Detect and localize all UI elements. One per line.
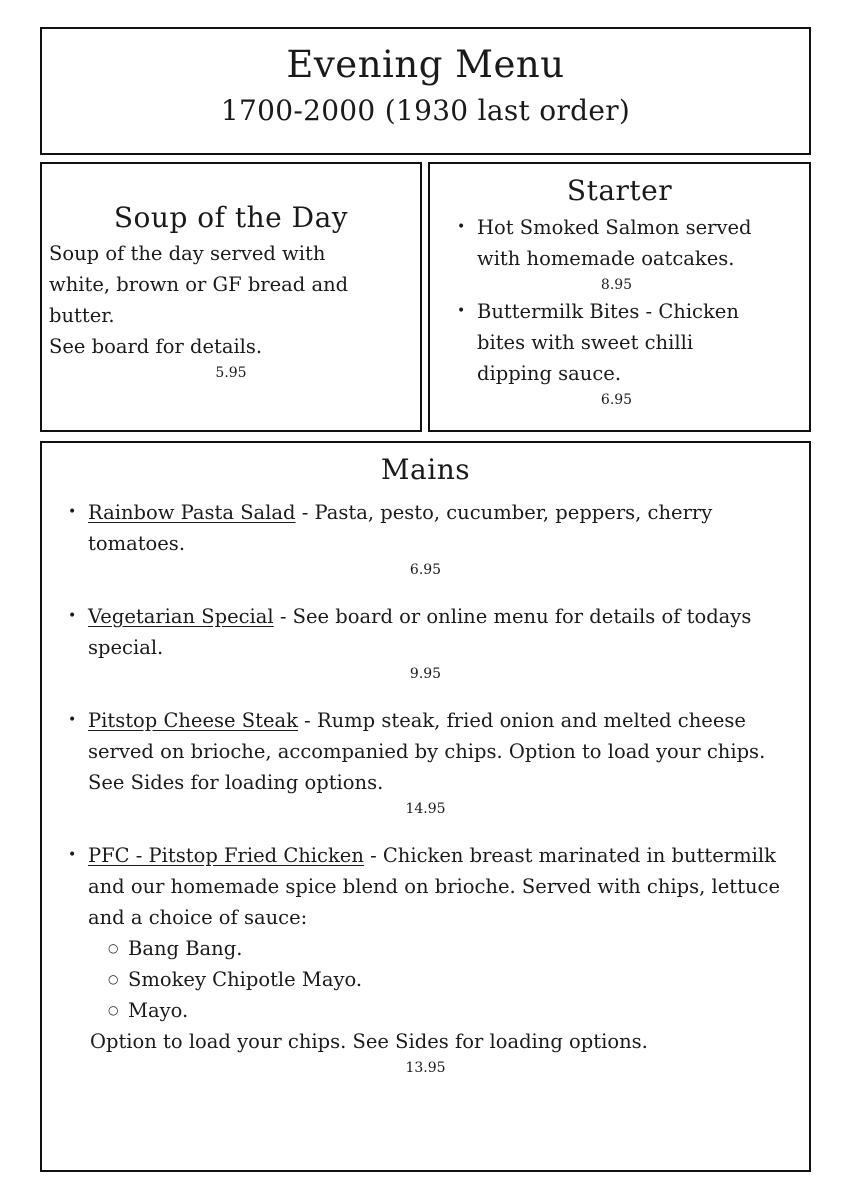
bullet-icon: • bbox=[457, 303, 466, 319]
mains-item-price: 13.95 bbox=[405, 1060, 446, 1076]
sauce-option bbox=[108, 964, 801, 995]
starter-item-price: 6.95 bbox=[600, 392, 633, 408]
mains-item bbox=[68, 705, 801, 840]
starter-item-text: Hot Smoked Salmon served with homemade oatcakes. bbox=[477, 216, 752, 270]
mains-item-description: - Rump steak, fried onion and melted cheese served on brioche, accompanied by chips. Option to load your chips. See Sides for loading options. bbox=[88, 709, 766, 794]
mains-item-description: - Pasta, pesto, cucumber, peppers, cherry tomatoes. bbox=[88, 501, 713, 555]
mains-item-price: 6.95 bbox=[409, 562, 442, 578]
sauce-option-label: Mayo. bbox=[128, 999, 189, 1022]
mains-item-name: Vegetarian Special bbox=[88, 605, 274, 628]
mains-item bbox=[68, 601, 801, 705]
bullet-icon: • bbox=[68, 504, 77, 520]
starter-list bbox=[430, 212, 809, 411]
circle-bullet-icon: ○ bbox=[108, 972, 119, 986]
mains-section bbox=[40, 441, 811, 1172]
bullet-icon: • bbox=[68, 847, 77, 863]
circle-bullet-icon: ○ bbox=[108, 1003, 119, 1017]
menu-header bbox=[40, 27, 811, 155]
starter-item bbox=[457, 296, 803, 411]
mains-item-price: 9.95 bbox=[409, 666, 442, 682]
sauce-option-label: Smokey Chipotle Mayo. bbox=[128, 968, 363, 991]
menu-hours: 1700-2000 (1930 last order) bbox=[220, 94, 631, 127]
soup-description: Soup of the day served with white, brown or GF bread and butter. See board for details. bbox=[49, 242, 349, 358]
mains-item bbox=[68, 840, 801, 1079]
soup-heading: Soup of the Day bbox=[113, 201, 349, 234]
starter-item-text: Buttermilk Bites - Chicken bites with sweet chilli dipping sauce. bbox=[477, 300, 739, 385]
mains-item bbox=[68, 497, 801, 601]
bullet-icon: • bbox=[68, 712, 77, 728]
starter-heading: Starter bbox=[566, 174, 673, 207]
mains-item-name: Pitstop Cheese Steak bbox=[88, 709, 298, 732]
mains-item-description: - See board or online menu for details of todays special. bbox=[88, 605, 752, 659]
menu-title: Evening Menu bbox=[286, 43, 565, 86]
mains-list bbox=[42, 497, 809, 1079]
mains-item-description: - Chicken breast marinated in buttermilk and our homemade spice blend on brioche. Served with chips, lettuce and a choice of sauce: bbox=[88, 844, 780, 929]
sauce-option bbox=[108, 933, 801, 964]
soup-price: 5.95 bbox=[215, 365, 247, 381]
circle-bullet-icon: ○ bbox=[108, 941, 119, 955]
starter-item-price: 8.95 bbox=[600, 277, 633, 293]
sauce-option-label: Bang Bang. bbox=[128, 937, 243, 960]
sauce-list bbox=[88, 933, 801, 1026]
mains-item-name: PFC - Pitstop Fried Chicken bbox=[88, 844, 364, 867]
soup-section bbox=[40, 162, 422, 432]
mains-item-name: Rainbow Pasta Salad bbox=[88, 501, 296, 524]
bullet-icon: • bbox=[68, 608, 77, 624]
mains-item-price: 14.95 bbox=[405, 801, 446, 817]
starter-item bbox=[457, 212, 803, 296]
mains-item-note: Option to load your chips. See Sides for loading options. bbox=[90, 1030, 648, 1053]
bullet-icon: • bbox=[457, 219, 466, 235]
mains-heading: Mains bbox=[380, 453, 471, 486]
starter-section bbox=[428, 162, 811, 432]
sauce-option bbox=[108, 995, 801, 1026]
